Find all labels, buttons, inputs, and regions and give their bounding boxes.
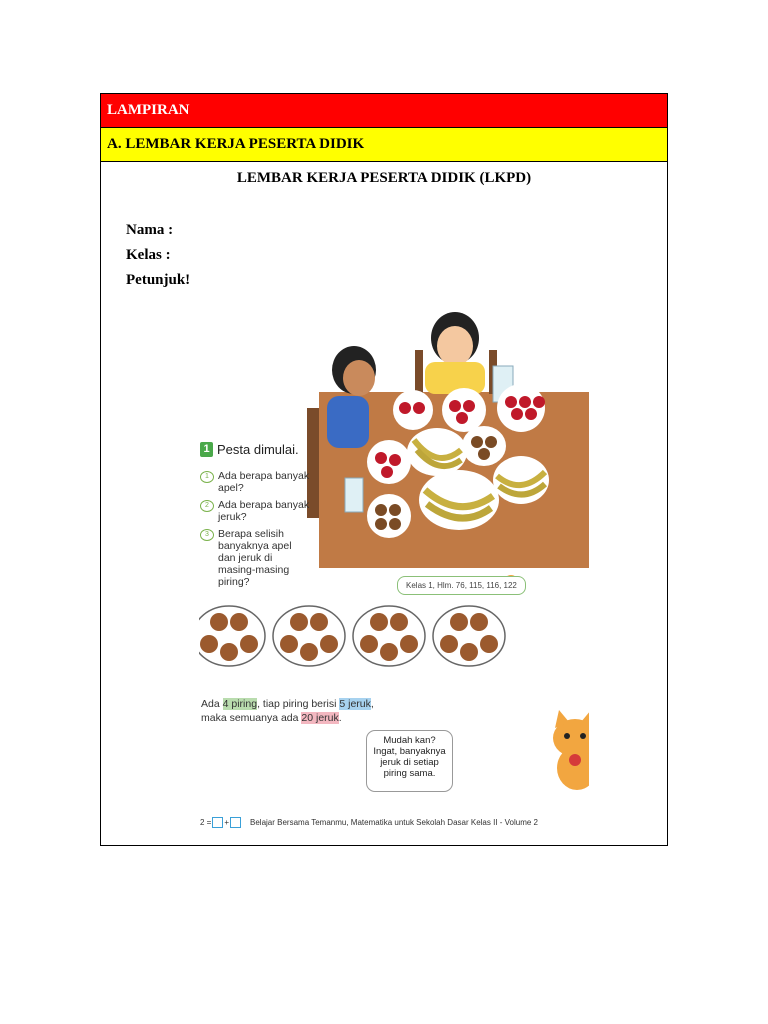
section-heading (200, 442, 299, 457)
question-number: 2 (200, 500, 214, 512)
footer-plus: + (224, 818, 230, 827)
sentence-text: , tiap piring berisi (257, 698, 340, 710)
bubble-line: Mudah kan? (383, 735, 436, 746)
lampiran-header: LAMPIRAN (101, 94, 667, 128)
section-title: Pesta dimulai. (217, 442, 299, 457)
reference-pill: Kelas 1, Hlm. 76, 115, 116, 122 (397, 576, 526, 595)
question-item (200, 528, 310, 588)
book-footer (200, 817, 538, 828)
appendix-table (100, 93, 668, 846)
sentence-text: . (338, 712, 342, 724)
lkpd-title: LEMBAR KERJA PESERTA DIDIK (LKPD) (236, 170, 532, 186)
question-item (200, 499, 310, 523)
footer-page: 2 = (200, 818, 212, 827)
blank-box-icon (230, 817, 241, 828)
question-text: Ada berapa banyak jeruk? (218, 499, 310, 523)
kelas-label: Kelas : (126, 247, 171, 263)
petunjuk-label: Petunjuk! (126, 272, 191, 288)
bubble-line: jeruk di setiap (380, 757, 439, 768)
cat-character-icon (553, 710, 589, 790)
question-text: Ada berapa banyak apel? (218, 470, 310, 494)
footer-title: Belajar Bersama Temanmu, Matematika untuk Sekolah Dasar Kelas II - Volume 2 (250, 818, 539, 827)
highlight-oranges-each: 5 jeruk (339, 698, 371, 710)
speech-bubble (366, 730, 453, 792)
sentence-text: Ada (201, 698, 223, 710)
bubble-line: Ingat, banyaknya (373, 746, 446, 757)
section-number-badge: 1 (200, 442, 213, 457)
summary-sentence (201, 697, 501, 725)
party-table-scene (307, 312, 589, 568)
section-header: A. LEMBAR KERJA PESERTA DIDIK (101, 128, 667, 162)
nama-label: Nama : (126, 222, 174, 238)
question-number: 1 (200, 471, 214, 483)
question-number: 3 (200, 529, 214, 541)
bubble-line: piring sama. (383, 768, 436, 779)
highlight-total: 20 jeruk (301, 712, 339, 724)
question-item (200, 470, 310, 494)
highlight-plates: 4 piring (222, 698, 258, 710)
blank-box-icon (212, 817, 223, 828)
sentence-text: , (370, 698, 374, 710)
question-list (200, 470, 310, 593)
sentence-text: maka semuanya ada (201, 712, 302, 724)
orange-plates (199, 606, 505, 666)
question-text: Berapa selisih banyaknya apel dan jeruk di masing-masing piring? (218, 528, 292, 588)
